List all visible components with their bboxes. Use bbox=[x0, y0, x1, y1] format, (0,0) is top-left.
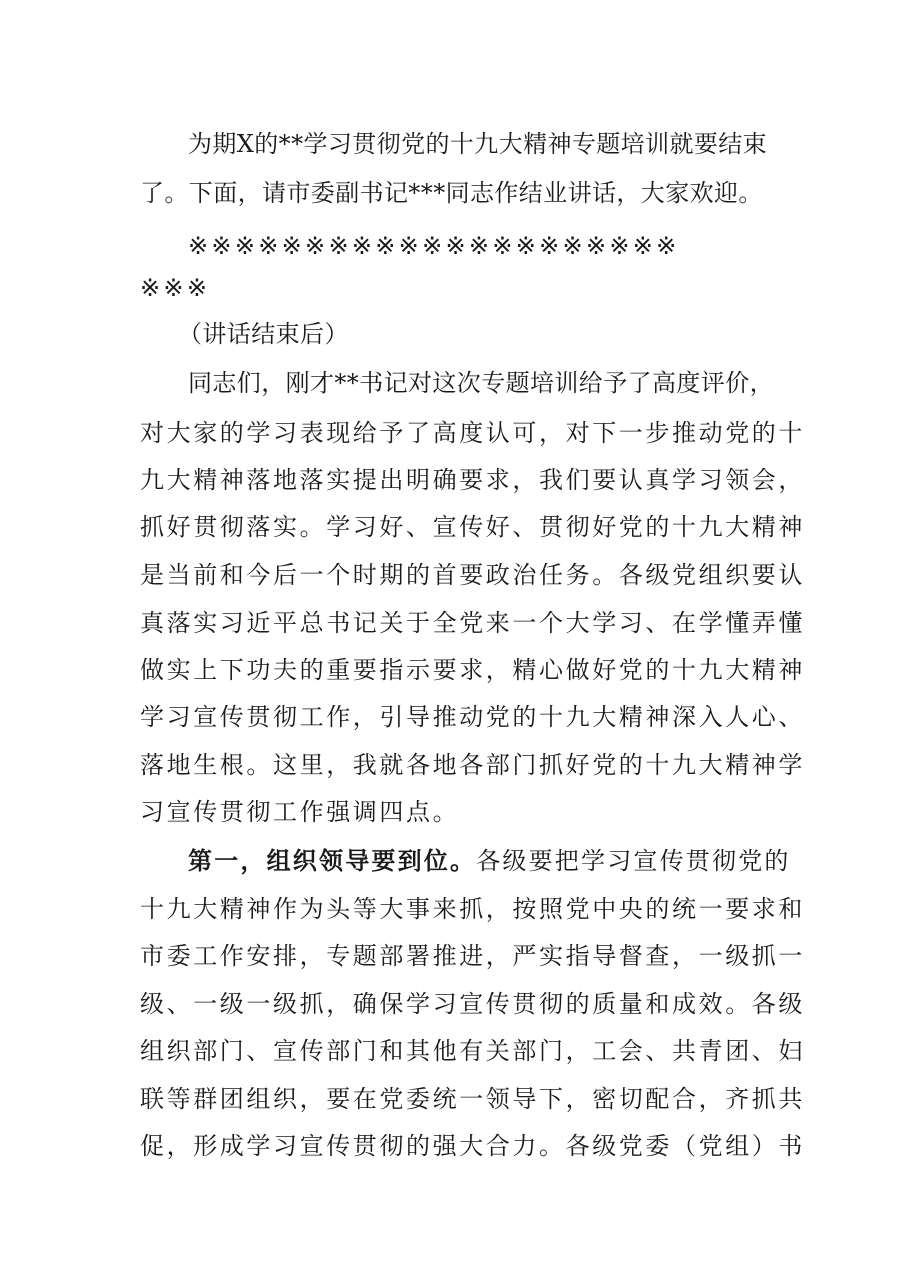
separator-line-2: ※※※ bbox=[140, 274, 211, 302]
stage-direction: （讲话结束后） bbox=[178, 320, 349, 348]
paragraph-line-4: 抓好贯彻落实。学习好、宣传好、贯彻好党的十九大精神 bbox=[140, 513, 805, 541]
separator-line-1: ※※※※※※※※※※※※※※※※※※※※※ bbox=[188, 232, 680, 260]
paragraph-line-8: 学习宣传贯彻工作，引导推动党的十九大精神深入人心、 bbox=[140, 703, 805, 731]
paragraph-line-6: 真落实习近平总书记关于全党来一个大学习、在学懂弄懂 bbox=[140, 609, 805, 637]
paragraph-line-1: 同志们，刚才**书记对这次专题培训给予了高度评价， bbox=[188, 369, 774, 397]
point-one-line-1 bbox=[188, 845, 828, 877]
point-one-line-3: 市委工作安排，专题部署推进，严实指导督查，一级抓一 bbox=[140, 942, 805, 970]
intro-line-2: 了。下面，请市委副书记***同志作结业讲话，大家欢迎。 bbox=[140, 179, 763, 207]
point-one-line-4: 级、一级一级抓，确保学习宣传贯彻的质量和成效。各级 bbox=[140, 990, 805, 1018]
point-one-heading: 第一，组织领导要到位。 bbox=[188, 846, 477, 875]
point-one-line-7: 促，形成学习宣传贯彻的强大合力。各级党委（党组）书 bbox=[140, 1132, 805, 1160]
paragraph-line-5: 是当前和今后一个时期的首要政治任务。各级党组织要认 bbox=[140, 561, 805, 589]
intro-line-1: 为期X的**学习贯彻党的十九大精神专题培训就要结束 bbox=[188, 130, 768, 158]
paragraph-line-7: 做实上下功夫的重要指示要求，精心做好党的十九大精神 bbox=[140, 656, 805, 684]
point-one-line-2: 十九大精神作为头等大事来抓，按照党中央的统一要求和 bbox=[140, 895, 805, 923]
point-one-line-5: 组织部门、宣传部门和其他有关部门，工会、共青团、妇 bbox=[140, 1037, 805, 1065]
paragraph-line-10: 习宣传贯彻工作强调四点。 bbox=[140, 798, 460, 826]
paragraph-line-3: 九大精神落地落实提出明确要求，我们要认真学习领会， bbox=[140, 466, 805, 494]
paragraph-line-9: 落地生根。这里，我就各地各部门抓好党的十九大精神学 bbox=[140, 751, 805, 779]
paragraph-line-2: 对大家的学习表现给予了高度认可，对下一步推动党的十 bbox=[140, 419, 805, 447]
point-one-text: 各级要把学习宣传贯彻党的 bbox=[476, 847, 791, 875]
point-one-line-6: 联等群团组织，要在党委统一领导下，密切配合，齐抓共 bbox=[140, 1085, 805, 1113]
